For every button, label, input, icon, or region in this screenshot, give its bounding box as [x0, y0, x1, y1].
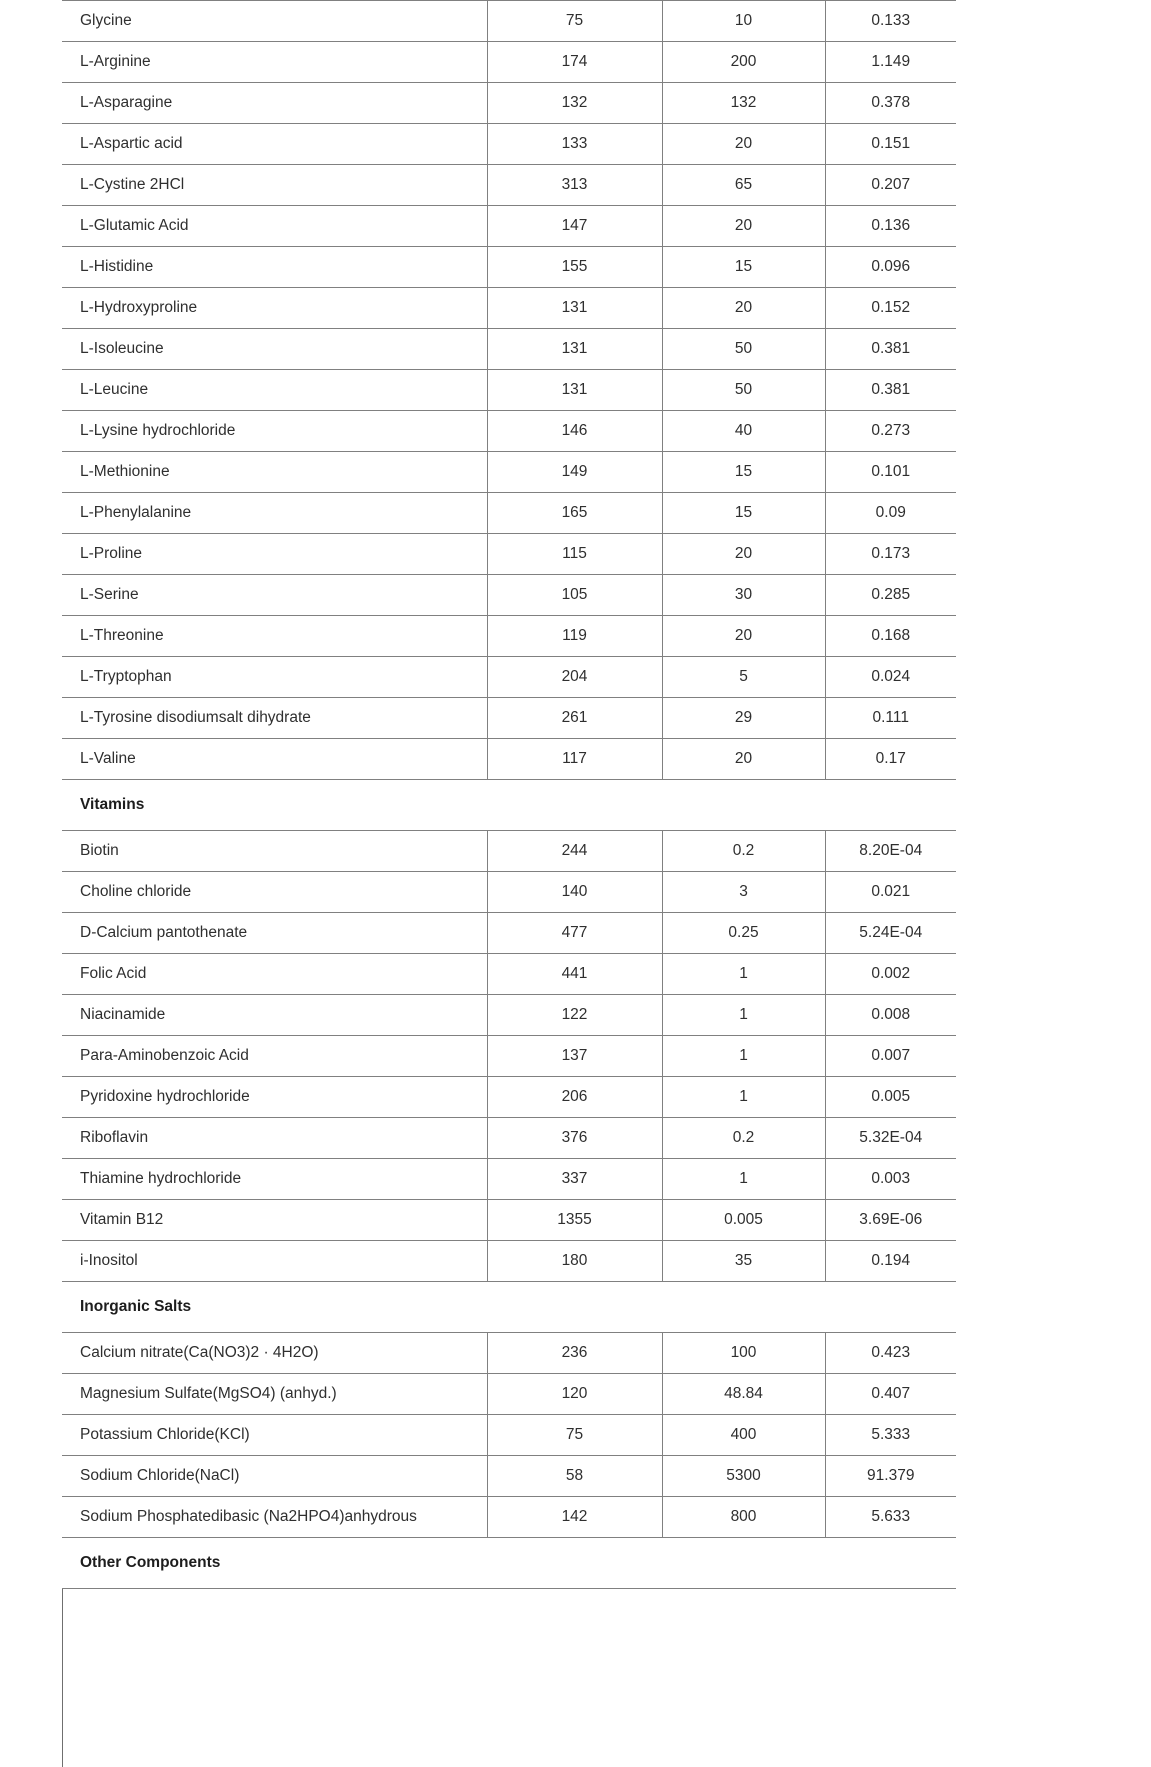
component-name-cell: L-Histidine [62, 247, 487, 288]
molarity-cell: 0.17 [825, 739, 956, 780]
concentration-cell: 10 [662, 1, 825, 42]
molarity-cell: 0.024 [825, 657, 956, 698]
molarity-cell: 0.005 [825, 1077, 956, 1118]
component-name-cell: Glycine [62, 1, 487, 42]
concentration-cell: 20 [662, 534, 825, 575]
molecular-weight-cell: 131 [487, 370, 662, 411]
concentration-cell: 20 [662, 206, 825, 247]
component-name-cell: L-Isoleucine [62, 329, 487, 370]
component-name-cell: Thiamine hydrochloride [62, 1159, 487, 1200]
molecular-weight-cell: 165 [487, 493, 662, 534]
table-section-header-row [62, 1538, 956, 1589]
molecular-weight-cell: 1355 [487, 1200, 662, 1241]
concentration-cell: 0.25 [662, 913, 825, 954]
component-name-cell: L-Methionine [62, 452, 487, 493]
molarity-cell: 0.423 [825, 1333, 956, 1374]
component-name-cell: L-Leucine [62, 370, 487, 411]
concentration-cell: 15 [662, 452, 825, 493]
molecular-weight-cell: 142 [487, 1497, 662, 1538]
concentration-cell: 20 [662, 124, 825, 165]
table-row [62, 370, 956, 411]
molecular-weight-cell: 261 [487, 698, 662, 739]
table-row [62, 1374, 956, 1415]
molecular-weight-cell: 376 [487, 1118, 662, 1159]
molecular-weight-cell: 155 [487, 247, 662, 288]
component-name-cell: L-Serine [62, 575, 487, 616]
concentration-cell: 15 [662, 493, 825, 534]
table-row [62, 206, 956, 247]
table-row [62, 872, 956, 913]
component-name-cell: Niacinamide [62, 995, 487, 1036]
molecular-weight-cell: 477 [487, 913, 662, 954]
molecular-weight-cell: 131 [487, 288, 662, 329]
component-name-cell: Biotin [62, 831, 487, 872]
component-name-cell: Choline chloride [62, 872, 487, 913]
molarity-cell: 0.096 [825, 247, 956, 288]
table-row [62, 698, 956, 739]
molarity-cell: 8.20E-04 [825, 831, 956, 872]
concentration-cell: 400 [662, 1415, 825, 1456]
concentration-cell: 800 [662, 1497, 825, 1538]
molarity-cell: 0.133 [825, 1, 956, 42]
table-row [62, 493, 956, 534]
table-row [62, 329, 956, 370]
molarity-cell: 0.273 [825, 411, 956, 452]
table-row [62, 124, 956, 165]
table-row [62, 1, 956, 42]
molecular-weight-cell: 120 [487, 1374, 662, 1415]
component-name-cell: Pyridoxine hydrochloride [62, 1077, 487, 1118]
molarity-cell: 0.173 [825, 534, 956, 575]
table-section-header-row [62, 780, 956, 831]
molarity-cell: 0.003 [825, 1159, 956, 1200]
molarity-cell: 0.285 [825, 575, 956, 616]
concentration-cell: 100 [662, 1333, 825, 1374]
concentration-cell: 20 [662, 739, 825, 780]
table-row [62, 1159, 956, 1200]
component-name-cell: Riboflavin [62, 1118, 487, 1159]
table-row [62, 42, 956, 83]
molecular-weight-cell: 75 [487, 1415, 662, 1456]
table-row [62, 913, 956, 954]
table-row [62, 247, 956, 288]
concentration-cell: 20 [662, 616, 825, 657]
molarity-cell: 0.378 [825, 83, 956, 124]
molecular-weight-cell: 180 [487, 1241, 662, 1282]
molarity-cell: 5.32E-04 [825, 1118, 956, 1159]
molarity-cell: 91.379 [825, 1456, 956, 1497]
concentration-cell: 30 [662, 575, 825, 616]
component-name-cell: Vitamin B12 [62, 1200, 487, 1241]
molarity-cell: 5.24E-04 [825, 913, 956, 954]
molarity-cell: 0.168 [825, 616, 956, 657]
molecular-weight-cell: 149 [487, 452, 662, 493]
concentration-cell: 5300 [662, 1456, 825, 1497]
molarity-cell: 0.008 [825, 995, 956, 1036]
molarity-cell: 0.381 [825, 370, 956, 411]
concentration-cell: 20 [662, 288, 825, 329]
molarity-cell: 0.207 [825, 165, 956, 206]
molarity-cell: 0.002 [825, 954, 956, 995]
component-name-cell: D-Calcium pantothenate [62, 913, 487, 954]
table-row [62, 657, 956, 698]
molarity-cell: 0.021 [825, 872, 956, 913]
molecular-weight-cell: 206 [487, 1077, 662, 1118]
component-name-cell: L-Threonine [62, 616, 487, 657]
component-name-cell: Folic Acid [62, 954, 487, 995]
molecular-weight-cell: 119 [487, 616, 662, 657]
concentration-cell: 5 [662, 657, 825, 698]
table-row [62, 534, 956, 575]
molarity-cell: 0.152 [825, 288, 956, 329]
table-row [62, 165, 956, 206]
table-row [62, 288, 956, 329]
molecular-weight-cell: 140 [487, 872, 662, 913]
molecular-weight-cell: 131 [487, 329, 662, 370]
molecular-weight-cell: 441 [487, 954, 662, 995]
molarity-cell: 0.101 [825, 452, 956, 493]
component-name-cell: Potassium Chloride(KCl) [62, 1415, 487, 1456]
concentration-cell: 1 [662, 954, 825, 995]
component-name-cell: Sodium Phosphatedibasic (Na2HPO4)anhydrous [62, 1497, 487, 1538]
molecular-weight-cell: 137 [487, 1036, 662, 1077]
molecular-weight-cell: 105 [487, 575, 662, 616]
concentration-cell: 65 [662, 165, 825, 206]
molarity-cell: 0.111 [825, 698, 956, 739]
molecular-weight-cell: 236 [487, 1333, 662, 1374]
section-header-label: Inorganic Salts [62, 1282, 956, 1333]
concentration-cell: 3 [662, 872, 825, 913]
molecular-weight-cell: 122 [487, 995, 662, 1036]
table-row [62, 1241, 956, 1282]
molecular-weight-cell: 204 [487, 657, 662, 698]
table-row [62, 411, 956, 452]
table-row [62, 1077, 956, 1118]
molarity-cell: 0.136 [825, 206, 956, 247]
molarity-cell: 1.149 [825, 42, 956, 83]
table-row [62, 995, 956, 1036]
component-name-cell: L-Tyrosine disodiumsalt dihydrate [62, 698, 487, 739]
molarity-cell: 0.407 [825, 1374, 956, 1415]
concentration-cell: 48.84 [662, 1374, 825, 1415]
table-row [62, 1456, 956, 1497]
concentration-cell: 40 [662, 411, 825, 452]
molarity-cell: 0.151 [825, 124, 956, 165]
concentration-cell: 1 [662, 1077, 825, 1118]
molecular-weight-cell: 244 [487, 831, 662, 872]
table-row [62, 616, 956, 657]
section-header-label: Other Components [62, 1538, 956, 1589]
concentration-cell: 35 [662, 1241, 825, 1282]
molarity-cell: 5.633 [825, 1497, 956, 1538]
molecular-weight-cell: 132 [487, 83, 662, 124]
component-name-cell: L-Lysine hydrochloride [62, 411, 487, 452]
molecular-weight-cell: 313 [487, 165, 662, 206]
concentration-cell: 29 [662, 698, 825, 739]
component-name-cell: Calcium nitrate(Ca(NO3)2 · 4H2O) [62, 1333, 487, 1374]
molarity-cell: 5.333 [825, 1415, 956, 1456]
table-row [62, 1333, 956, 1374]
table-row [62, 575, 956, 616]
table-body [62, 1, 956, 1589]
concentration-cell: 0.2 [662, 1118, 825, 1159]
molecular-weight-cell: 337 [487, 1159, 662, 1200]
section-header-label: Vitamins [62, 780, 956, 831]
molecular-weight-cell: 115 [487, 534, 662, 575]
component-name-cell: L-Cystine 2HCl [62, 165, 487, 206]
molecular-weight-cell: 117 [487, 739, 662, 780]
table-row [62, 831, 956, 872]
table-row [62, 452, 956, 493]
component-name-cell: L-Tryptophan [62, 657, 487, 698]
concentration-cell: 132 [662, 83, 825, 124]
molarity-cell: 0.007 [825, 1036, 956, 1077]
component-name-cell: Para-Aminobenzoic Acid [62, 1036, 487, 1077]
concentration-cell: 1 [662, 995, 825, 1036]
table-section-header-row [62, 1282, 956, 1333]
table-row [62, 1200, 956, 1241]
table-row [62, 1036, 956, 1077]
table-row [62, 1118, 956, 1159]
concentration-cell: 15 [662, 247, 825, 288]
concentration-cell: 0.005 [662, 1200, 825, 1241]
table-row [62, 1415, 956, 1456]
table-row [62, 954, 956, 995]
molecular-weight-cell: 75 [487, 1, 662, 42]
table-row [62, 1497, 956, 1538]
concentration-cell: 1 [662, 1036, 825, 1077]
molecular-weight-cell: 146 [487, 411, 662, 452]
table-row [62, 739, 956, 780]
molecular-weight-cell: 174 [487, 42, 662, 83]
media-formulation-table [62, 0, 956, 1589]
concentration-cell: 50 [662, 329, 825, 370]
component-name-cell: L-Hydroxyproline [62, 288, 487, 329]
component-name-cell: Magnesium Sulfate(MgSO4) (anhyd.) [62, 1374, 487, 1415]
molarity-cell: 0.09 [825, 493, 956, 534]
component-name-cell: L-Asparagine [62, 83, 487, 124]
molarity-cell: 0.194 [825, 1241, 956, 1282]
concentration-cell: 200 [662, 42, 825, 83]
molecular-weight-cell: 133 [487, 124, 662, 165]
component-name-cell: Sodium Chloride(NaCl) [62, 1456, 487, 1497]
molarity-cell: 0.381 [825, 329, 956, 370]
molecular-weight-cell: 58 [487, 1456, 662, 1497]
concentration-cell: 0.2 [662, 831, 825, 872]
component-name-cell: L-Proline [62, 534, 487, 575]
molarity-cell: 3.69E-06 [825, 1200, 956, 1241]
molecular-weight-cell: 147 [487, 206, 662, 247]
concentration-cell: 50 [662, 370, 825, 411]
component-name-cell: i-Inositol [62, 1241, 487, 1282]
component-name-cell: L-Aspartic acid [62, 124, 487, 165]
component-name-cell: L-Phenylalanine [62, 493, 487, 534]
table-row [62, 83, 956, 124]
component-name-cell: L-Valine [62, 739, 487, 780]
component-name-cell: L-Glutamic Acid [62, 206, 487, 247]
concentration-cell: 1 [662, 1159, 825, 1200]
component-name-cell: L-Arginine [62, 42, 487, 83]
